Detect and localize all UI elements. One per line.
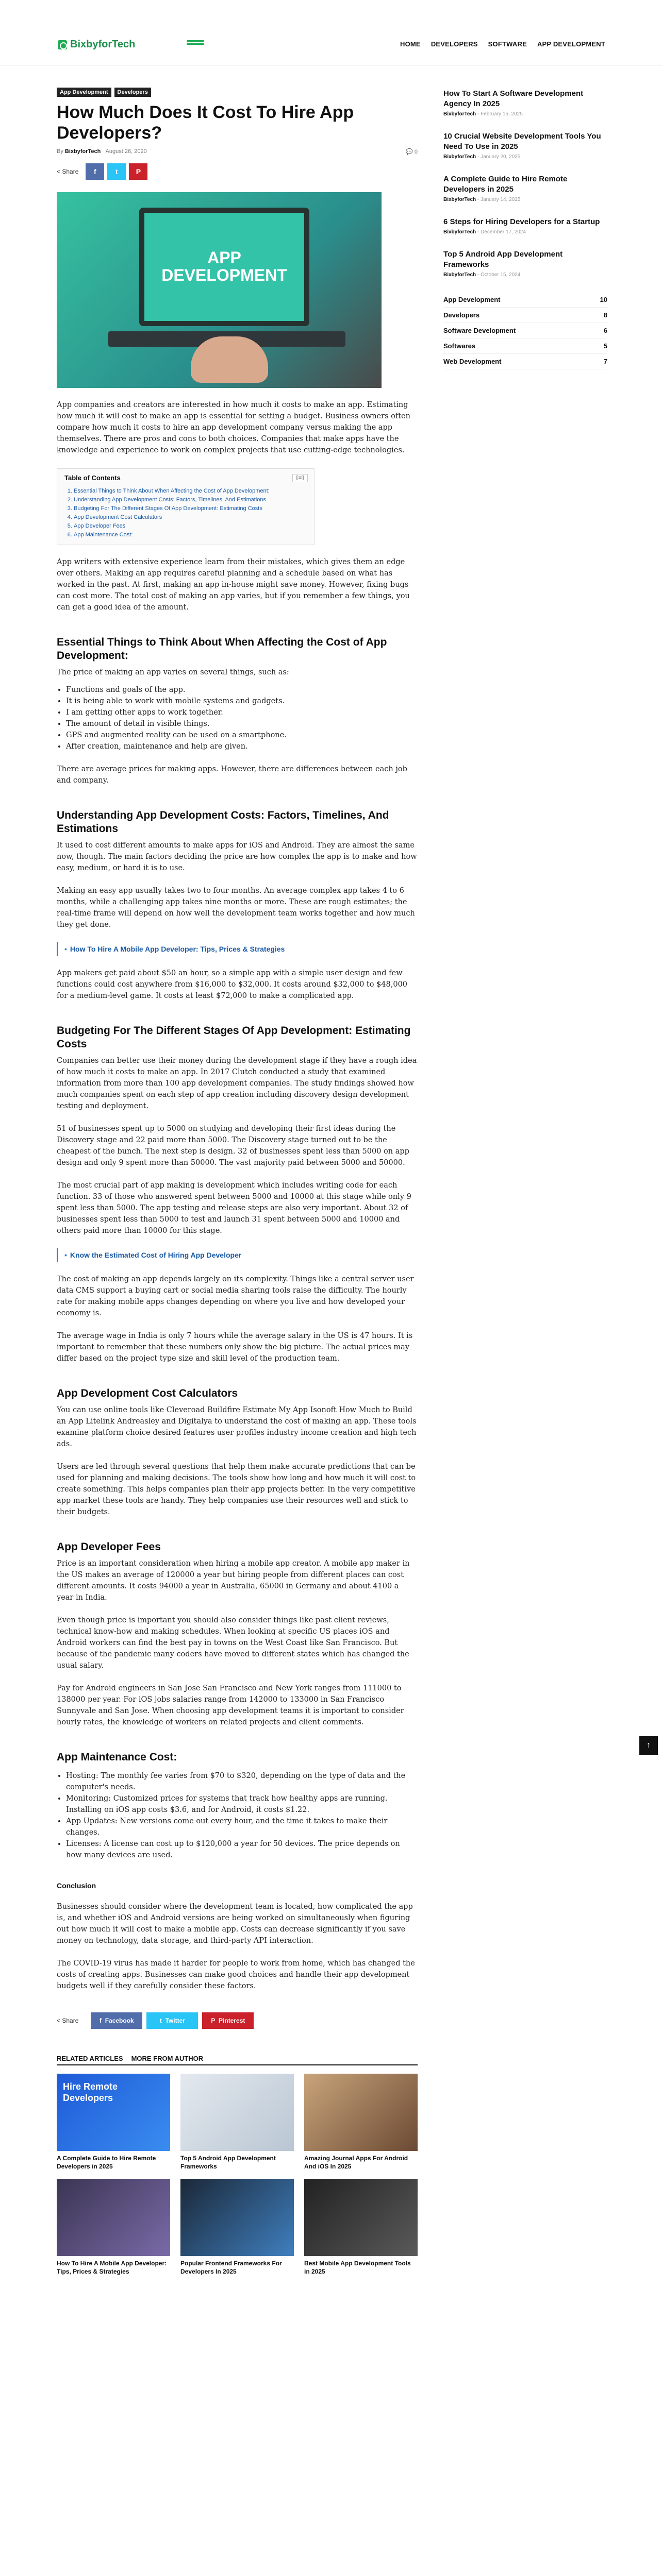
category-count: 8	[603, 311, 607, 319]
brand-name: BixbyforTech	[70, 39, 136, 50]
inline-related-link[interactable]: • How To Hire A Mobile App Developer: Tips, Prices & Strategies	[57, 942, 418, 956]
paragraph: It used to cost different amounts to make apps for iOS and Android. They are almost the same now, though. The main factors deciding the price are how complex the app is to make and how easy, medium, or hard it is to use.	[57, 841, 417, 872]
pinterest-share-button[interactable]	[129, 163, 147, 180]
bullet-list	[66, 684, 418, 752]
category-tags	[57, 88, 418, 97]
conclusion-heading: Conclusion	[57, 1882, 96, 1890]
sidebar-post-title[interactable]: 6 Steps for Hiring Developers for a Startup	[443, 217, 600, 226]
category-count: 7	[603, 358, 607, 365]
author-prefix: By	[57, 148, 63, 155]
paragraph: Businesses should consider where the development team is located, how complicated the app is, and whether iOS and Android versions are being worked on simultaneously when figuring out how much it will cost to make a mobile app. Costs can decrease significantly if you save money on technology, data storage, and third-party API interaction.	[57, 1903, 413, 1945]
hero-image	[57, 192, 382, 388]
sidebar-post-author[interactable]: BixbyforTech	[443, 111, 476, 117]
article-meta	[57, 148, 418, 155]
sidebar-post[interactable]: A Complete Guide to Hire Remote Developers in 2025 BixbyforTech - January 14, 2025	[443, 174, 607, 202]
sidebar-categories	[443, 292, 607, 369]
sidebar-post-author[interactable]: BixbyforTech	[443, 197, 476, 202]
paragraph: App makers get paid about $50 an hour, so a simple app with a simple user design and few functions could cost anywhere from $16,000 to $32,000. It costs around $32,000 to $48,000 for a medium-level game. It costs at least $72,000 to make a complicated app.	[57, 969, 408, 1000]
paragraph: Pay for Android engineers in San Jose San Francisco and New York ranges from 111000 to 138000 per year. For iOS jobs salaries range from 142000 to 133000 in San Francisco Sunnyvale and San Jose. When choosing app development teams it is important to consider hourly rates, the knowledge of workers on related projects and client comments.	[57, 1684, 404, 1726]
related-card-image	[180, 2074, 294, 2151]
paragraph: You can use online tools like Cleveroad Buildfire Estimate My App Isonoft How Much to Build an App Litelink Andreasley and Digitalya to understand the cost of making an app. These tools examine platform choice desired features user profiles industry income creation and high tech ads.	[57, 1406, 417, 1448]
paragraph: App writers with extensive experience learn from their mistakes, which gives them an edge over others. Making an app requires careful planning and a schedule based on what has worked in the past. At first, making an app in-house might save money. However, fixing bugs can cost more. The total cost of making an app varies, but if you remember a few things, you can get a good idea of the amount.	[57, 558, 410, 612]
category-count: 6	[603, 327, 607, 334]
section-heading: Budgeting For The Different Stages Of App Development: Estimating Costs	[57, 1025, 411, 1050]
list-item: • Functions and goals of the app.	[66, 684, 418, 696]
list-item: • The amount of detail in visible things.	[66, 718, 418, 730]
inline-related-link[interactable]: • Know the Estimated Cost of Hiring App Developer	[57, 1248, 418, 1262]
site-header	[0, 0, 662, 88]
twitter-icon: t	[115, 167, 118, 176]
share-label: < Share	[57, 2017, 79, 2024]
nav-app-development[interactable]: APP DEVELOPMENT	[537, 40, 605, 48]
related-card-image	[304, 2179, 418, 2256]
category-count: 10	[600, 296, 607, 303]
related-card-image	[180, 2179, 294, 2256]
sidebar-post-date: October 15, 2024	[481, 272, 521, 278]
sidebar-post[interactable]: 6 Steps for Hiring Developers for a Startup BixbyforTech - December 17, 2024	[443, 217, 607, 235]
author-link[interactable]: BixbyforTech	[64, 148, 101, 155]
twitter-share-button[interactable]: t Twitter	[146, 2012, 198, 2029]
toc-item[interactable]: 5. App Developer Fees	[74, 522, 307, 531]
share-label: < Share	[57, 168, 79, 175]
comment-icon: 💬	[406, 149, 413, 155]
paragraph: The average wage in India is only 7 hours while the average salary in the US is 47 hours. It is important to remember that these numbers only show the big picture. The actual prices may differ based on the project type size and skill level of the production team.	[57, 1332, 413, 1363]
nav-developers[interactable]: DEVELOPERS	[431, 40, 478, 48]
sidebar-post-title[interactable]: How To Start A Software Development Agency In 2025	[443, 89, 584, 108]
pinterest-share-button[interactable]: P Pinterest	[202, 2012, 254, 2029]
sidebar-post-author[interactable]: BixbyforTech	[443, 272, 476, 278]
facebook-icon: f	[100, 2017, 102, 2024]
section-heading: App Developer Fees	[57, 1541, 161, 1553]
table-of-contents	[57, 468, 315, 545]
related-card-title[interactable]: Popular Frontend Frameworks For Developers In 2025	[180, 2260, 282, 2275]
tab-more-from-author[interactable]: MORE FROM AUTHOR	[131, 2055, 204, 2062]
sidebar-post-title[interactable]: A Complete Guide to Hire Remote Developers in 2025	[443, 175, 568, 194]
related-card[interactable]	[304, 2074, 418, 2171]
list-item: • Monitoring: Customized prices for systems that track how healthy apps are running. Installing on iOS app costs $3.6, and for Android, it costs $1.22.	[66, 1793, 418, 1816]
back-to-top-button[interactable]	[639, 1736, 658, 1755]
category-tag[interactable]: Developers	[114, 88, 151, 97]
laptop-screen	[139, 208, 309, 326]
paragraph: 51 of businesses spent up to 5000 on studying and developing their first ideas during the Discovery stage and 22 paid more than 5000. The Discovery stage turned out to be the cheapest of the bunch. The next step is design. 32 of businesses spent less than 5000 on app design and only 9 spent more than 50000. The vast majority paid between 5000 and 50000.	[57, 1125, 409, 1167]
related-card-title[interactable]: Best Mobile App Development Tools in 2025	[304, 2260, 411, 2275]
toc-item[interactable]: 1. Essential Things to Think About When Affecting the Cost of App Development:	[74, 487, 307, 496]
twitter-share-button[interactable]	[107, 163, 126, 180]
article	[57, 88, 418, 2276]
paragraph: Making an easy app usually takes two to four months. An average complex app takes 4 to 6 months, while a challenging app takes nine months or more. These are rough estimates; the real-time frame will depend on how well the development team works together and how much they get done.	[57, 887, 415, 929]
related-card-image	[304, 2074, 418, 2151]
sidebar-category[interactable]: Software Development 6	[443, 323, 607, 338]
arrow-icon: •	[64, 1251, 67, 1259]
related-card-image: Hire Remote Developers	[57, 2074, 170, 2151]
facebook-icon: f	[94, 167, 96, 176]
section-heading: App Development Cost Calculators	[57, 1387, 238, 1399]
sidebar	[443, 89, 607, 369]
tab-related-articles[interactable]: RELATED ARTICLES	[57, 2055, 123, 2062]
nav-home[interactable]: HOME	[400, 40, 421, 48]
sidebar-post-author[interactable]: BixbyforTech	[443, 154, 476, 160]
paragraph: The most crucial part of app making is development which includes writing code for each function. 33 of those who answered spent between 5000 and 10000 at this stage while only 9 spent less than 5000. The app testing and release steps are also very important. About 32 of businesses spent less than 5000 to test and launch 31 spent between 5000 and 10000 and others paid more than 10000 for this stage.	[57, 1181, 411, 1235]
related-card-title[interactable]: A Complete Guide to Hire Remote Developers in 2025	[57, 2155, 156, 2170]
share-bar-bottom	[57, 2012, 418, 2029]
sidebar-post-title[interactable]: Top 5 Android App Development Frameworks	[443, 250, 563, 269]
hand-image	[191, 336, 268, 383]
comment-count[interactable]: 0	[414, 149, 418, 155]
paragraph: There are average prices for making apps. However, there are differences between each job and company.	[57, 765, 407, 785]
sidebar-post[interactable]: Top 5 Android App Development Frameworks BixbyforTech - October 15, 2024	[443, 249, 607, 278]
related-card[interactable]	[304, 2179, 418, 2276]
twitter-icon: t	[159, 2017, 162, 2024]
related-card-title[interactable]: How To Hire A Mobile App Developer: Tips, Prices & Strategies	[57, 2260, 167, 2275]
sidebar-post-date: December 17, 2024	[481, 229, 526, 235]
paragraph: Price is an important consideration when hiring a mobile app creator. A mobile app maker in the US makes an average of 120000 a year but hiring people from different places can cost different amounts. It costs 94000 a year in Australia, 65000 in Germany and about 4100 a year in India.	[57, 1560, 410, 1602]
toc-item[interactable]: 4. App Development Cost Calculators	[74, 513, 307, 522]
list-item: • Licenses: A license can cost up to $120,000 a year for 50 devices. The price depends on how many devices are used.	[66, 1838, 418, 1861]
brand[interactable]	[58, 39, 135, 50]
list-item: • Hosting: The monthly fee varies from $70 to $320, depending on the type of data and the computer's needs.	[66, 1770, 418, 1793]
list-item: • App Updates: New versions come out every hour, and the time it takes to make their changes.	[66, 1816, 418, 1838]
bullet-list	[66, 1770, 418, 1861]
nav-software[interactable]: SOFTWARE	[488, 40, 527, 48]
toc-item[interactable]: 2. Understanding App Development Costs: Factors, Timelines, And Estimations	[74, 496, 307, 504]
sidebar-post-title[interactable]: 10 Crucial Website Development Tools You Need To Use in 2025	[443, 132, 601, 151]
related-grid	[57, 2074, 418, 2276]
facebook-share-button[interactable]: f Facebook	[91, 2012, 142, 2029]
sidebar-category[interactable]: App Development 10	[443, 292, 607, 308]
hero-text: APP DEVELOPMENT	[161, 248, 287, 284]
pinterest-icon: P	[211, 2017, 216, 2024]
sidebar-category[interactable]: Developers 8	[443, 308, 607, 323]
paragraph: The cost of making an app depends largely on its complexity. Things like a central server user data CMS support a buying cart or social media sharing tools raise the difficulty. The hourly rate for making mobile apps changes depending on where you live and how developed your economy is.	[57, 1275, 414, 1317]
brand-logo-icon	[58, 40, 67, 49]
related-card[interactable]	[180, 2179, 294, 2276]
related-tabs	[57, 2055, 418, 2065]
section-heading: App Maintenance Cost:	[57, 1751, 177, 1763]
list-item: • It is being able to work with mobile systems and gadgets.	[66, 696, 418, 707]
pinterest-icon: P	[136, 167, 141, 176]
related-card-title[interactable]: Amazing Journal Apps For Android And iOS In 2025	[304, 2155, 408, 2170]
sidebar-post-author[interactable]: BixbyforTech	[443, 229, 476, 235]
sidebar-post-date: January 14, 2025	[481, 197, 521, 202]
sidebar-category[interactable]: Softwares 5	[443, 338, 607, 354]
related-card[interactable]	[57, 2074, 170, 2171]
sidebar-post[interactable]: How To Start A Software Development Agency In 2025 BixbyforTech - February 15, 2025	[443, 89, 607, 117]
main-nav	[400, 40, 605, 48]
post-date: August 26, 2020	[105, 148, 147, 155]
list-item: • GPS and augmented reality can be used on a smartphone.	[66, 730, 418, 741]
related-card[interactable]	[57, 2179, 170, 2276]
related-card-title[interactable]: Top 5 Android App Development Frameworks	[180, 2155, 276, 2170]
article-title: How Much Does It Cost To Hire App Developers?	[57, 103, 354, 143]
list-item: • After creation, maintenance and help are given.	[66, 741, 418, 752]
paragraph: The COVID-19 virus has made it harder for people to work from home, which has changed the costs of creating apps. Businesses can make good choices and handle their app development budgets well if they carefully consider these factors.	[57, 1959, 415, 1990]
section-heading: Understanding App Development Costs: Factors, Timelines, And Estimations	[57, 809, 389, 835]
sidebar-post[interactable]: 10 Crucial Website Development Tools You Need To Use in 2025 BixbyforTech - January 20, 2025	[443, 131, 607, 160]
paragraph: App companies and creators are interested in how much it costs to make an app. Estimating how much it will cost to make an app is essential for setting a budget. Business owners often compare how much it costs to hire an app development company versus making the app themselves. There are pros and cons to both choices. Companies that make apps have the knowledge and experience to work on complex projects that use cutting-edge technologies.	[57, 401, 410, 454]
paragraph: Users are led through several questions that help them make accurate predictions that can be used for planning and making decisions. The tools show how long and how much it will cost to create something. This helps companies plan their app projects better. In the very competitive app market these tools are handy. They help companies use their resources well and stick to their budgets.	[57, 1463, 416, 1516]
related-card-image	[57, 2179, 170, 2256]
paragraph: Companies can better use their money during the development stage if they have a rough idea of how much it costs to make an app. In 2017 Clutch conducted a study that examined information from more than 100 app development companies. The study findings showed how much companies spent on each step of app creation including discovery design development testing and deployment.	[57, 1057, 417, 1110]
category-tag[interactable]: App Development	[57, 88, 111, 97]
section-heading: Essential Things to Think About When Affecting the Cost of App Development:	[57, 636, 387, 662]
related-card[interactable]	[180, 2074, 294, 2171]
list-item: • I am getting other apps to work together.	[66, 707, 418, 718]
toc-title: Table of Contents	[64, 474, 121, 482]
arrow-up-icon: ↑	[647, 1741, 651, 1750]
share-bar-top	[57, 163, 418, 180]
arrow-icon: •	[64, 945, 67, 953]
menu-icon[interactable]	[187, 40, 204, 47]
toc-item[interactable]: 6. App Maintenance Cost:	[74, 531, 307, 539]
sidebar-post-date: January 20, 2025	[481, 154, 521, 160]
facebook-share-button[interactable]	[86, 163, 104, 180]
paragraph: The price of making an app varies on several things, such as:	[57, 668, 289, 676]
toc-item[interactable]: 3. Budgeting For The Different Stages Of App Development: Estimating Costs	[74, 504, 307, 513]
toc-toggle[interactable]: [≡]	[292, 474, 308, 482]
paragraph: Even though price is important you should also consider things like past client reviews, technical know-how and making schedules. When looking at specific US places iOS and Android workers can find the best pay in towns on the West Coast like San Francisco. But because of the pandemic many coders have moved to different states which has changed the usual salary.	[57, 1616, 409, 1670]
sidebar-post-date: February 15, 2025	[481, 111, 523, 117]
sidebar-category[interactable]: Web Development 7	[443, 354, 607, 369]
category-count: 5	[603, 342, 607, 350]
